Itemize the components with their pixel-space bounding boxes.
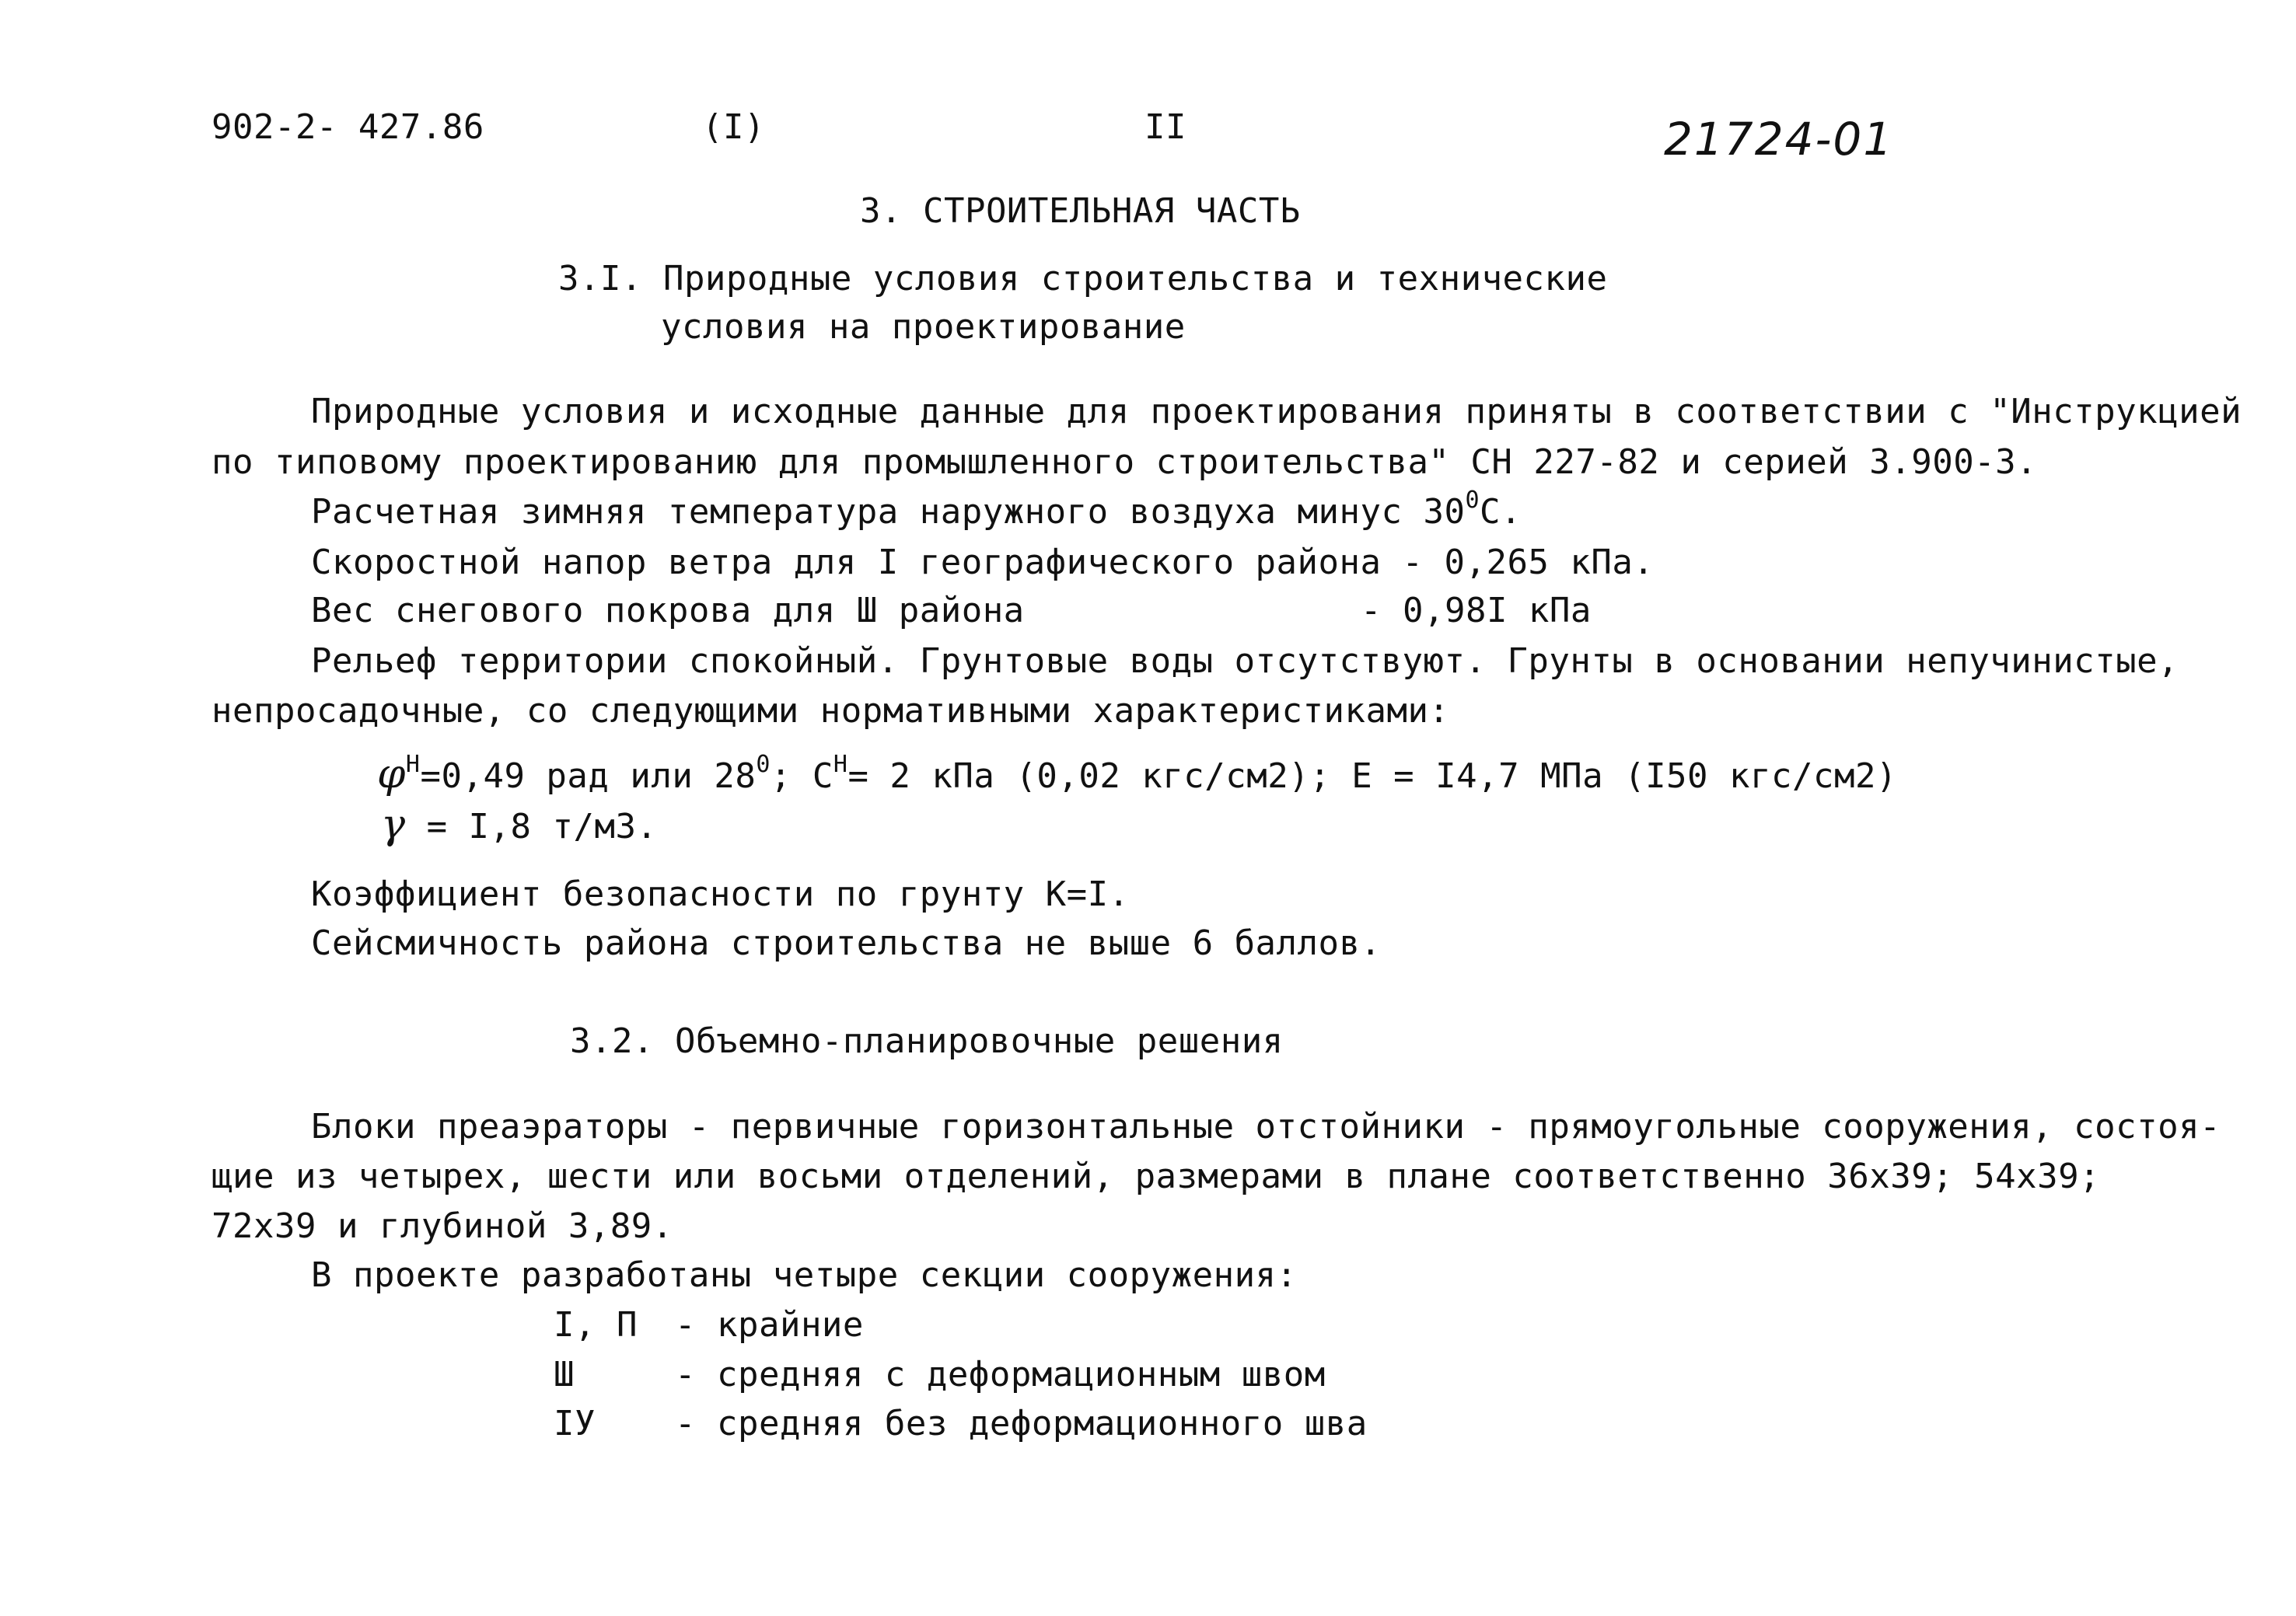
section-item-num: Ш [554, 1355, 575, 1394]
subsection-title-3-2: 3.2. Объемно-планировочные решения [570, 1021, 1284, 1061]
safety-coefficient-line: Коэффициент безопасности по грунту К=I. [311, 874, 1130, 914]
relief-line-cont: непросадочные, со следующими нормативными характеристиками: [211, 691, 1450, 731]
handwritten-number: 21724-01 [1664, 113, 1894, 166]
page-number: II [1145, 107, 1186, 147]
paragraph-natural-conditions: Природные условия и исходные данные для проектирования приняты в соответствии с "Инструкцией [311, 392, 2242, 431]
soil-density-line [381, 801, 658, 848]
section-title: 3. СТРОИТЕЛЬНАЯ ЧАСТЬ [860, 191, 1301, 231]
sections-intro: В проекте разработаны четыре секции сооружения: [311, 1255, 1298, 1295]
volume-number: (I) [702, 107, 765, 147]
snow-load-value: - 0,98I кПа [1361, 591, 1592, 630]
degree-sup: 0 [1465, 487, 1480, 514]
phi-symbol: φ [377, 751, 406, 798]
temperature-line [311, 487, 1522, 532]
blocks-paragraph: Блоки преаэраторы - первичные горизонтальные отстойники - прямоугольные сооружения, состоя- [311, 1107, 2221, 1147]
wind-pressure-line: Скоростной напор ветра для I географического района - 0,265 кПа. [311, 543, 1655, 582]
subsection-title-3-1-cont: условия на проектирование [661, 307, 1186, 347]
document-code: 902-2- 427.86 [211, 107, 484, 147]
section-item-num: IУ [554, 1404, 596, 1443]
gamma-symbol: γ [381, 801, 406, 848]
section-item-num: I, П [554, 1305, 638, 1345]
phi-value: =0,49 рад или 28 [420, 756, 757, 796]
phi-sup: Н [405, 751, 421, 778]
snow-load-label: Вес снегового покрова для Ш района [311, 591, 1025, 630]
seismicity-line: Сейсмичность района строительства не выше 6 баллов. [311, 923, 1382, 963]
temperature-text: Расчетная зимняя температура наружного воздуха минус 30 [311, 492, 1466, 532]
cohesion-sup: Н [833, 751, 848, 778]
blocks-paragraph-cont-2: 72х39 и глубиной 3,89. [211, 1206, 673, 1246]
paragraph-natural-conditions-cont: по типовому проектированию для промышленного строительства" СН 227-82 и серией 3.900-3. [211, 442, 2038, 482]
angle-degree-sup: 0 [756, 751, 771, 778]
relief-line: Рельеф территории спокойный. Грунтовые воды отсутствуют. Грунты в основании непучинистые, [311, 641, 2179, 681]
blocks-paragraph-cont-1: щие из четырех, шести или восьми отделений, размерами в плане соответственно 36х39; 54х39; [211, 1157, 2101, 1196]
gamma-value: = I,8 т/м3. [426, 807, 658, 846]
temperature-unit: С. [1480, 492, 1522, 532]
soil-friction-line [377, 751, 1897, 798]
subsection-title-3-1: 3.I. Природные условия строительства и технические [558, 259, 1608, 298]
cohesion-modulus-values: = 2 кПа (0,02 кгс/см2); Е = I4,7 МПа (I50 кгс/см2) [847, 756, 1897, 796]
section-item-desc: - средняя с деформационным швом [675, 1355, 1326, 1394]
section-item-desc: - крайние [675, 1305, 864, 1345]
cohesion-label: ; С [770, 756, 833, 796]
section-item-desc: - средняя без деформационного шва [675, 1404, 1368, 1443]
